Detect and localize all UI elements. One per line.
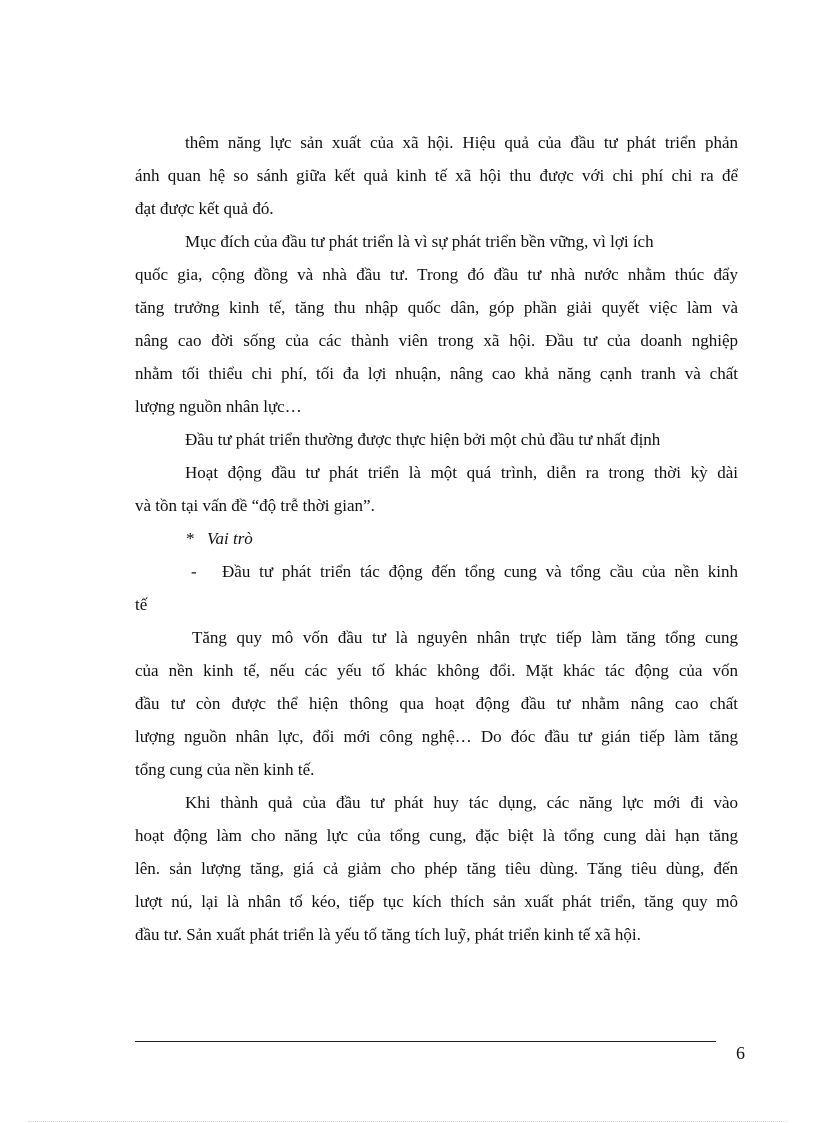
text-line: Tăng quy mô vốn đầu tư là nguyên nhân trực tiếp làm tăng tổng cung	[192, 628, 738, 647]
text-line: quốc gia, cộng đồng và nhà đầu tư. Trong đó đầu tư nhà nước nhằm thúc đẩy	[135, 265, 738, 284]
section-heading: Vai trò	[207, 529, 253, 548]
text-line: tổng cung của nền kinh tế.	[135, 760, 315, 779]
text-line: nhằm tối thiểu chi phí, tối đa lợi nhuận, nâng cao khả năng cạnh tranh và chất	[135, 364, 738, 383]
text-line: ánh quan hệ so sánh giữa kết quả kinh tế xã hội thu được với chi phí chi ra để	[135, 166, 738, 185]
footer-rule	[135, 1041, 716, 1042]
bullet-asterisk: *	[186, 529, 195, 548]
text-line: Khi thành quả của đầu tư phát huy tác dụng, các năng lực mới đi vào	[185, 793, 738, 812]
text-line: và tồn tại vấn đề “độ trễ thời gian”.	[135, 496, 375, 515]
text-line: Đầu tư phát triển tác động đến tổng cung và tổng cầu của nền kinh	[222, 562, 738, 581]
text-line: Hoạt động đầu tư phát triển là một quá trình, diễn ra trong thời kỳ dài	[185, 463, 738, 482]
text-line: tăng trưởng kinh tế, tăng thu nhập quốc dân, góp phần giải quyết việc làm và	[135, 298, 738, 317]
text-line: hoạt động làm cho năng lực của tổng cung, đặc biệt là tổng cung dài hạn tăng	[135, 826, 738, 845]
text-line: lượng nguồn nhân lực…	[135, 397, 302, 416]
text-line: của nền kinh tế, nếu các yếu tố khác không đổi. Mặt khác tác động của vốn	[135, 661, 738, 680]
text-line: thêm năng lực sản xuất của xã hội. Hiệu quả của đầu tư phát triển phản	[185, 133, 738, 152]
text-line: lượt nú, lại là nhân tố kéo, tiếp tục kích thích sản xuất phát triển, tăng quy mô	[135, 892, 738, 911]
text-line: đạt được kết quả đó.	[135, 199, 274, 218]
text-line: Mục đích của đầu tư phát triển là vì sự phát triển bền vững, vì lợi ích	[185, 232, 654, 251]
page-bottom-border	[28, 1121, 788, 1122]
text-line: lượng nguồn nhân lực, đổi mới công nghệ… Do đóc đầu tư gián tiếp làm tăng	[135, 727, 738, 746]
page-number: 6	[736, 1043, 745, 1063]
text-line: lên. sản lượng tăng, giá cả giảm cho phép tăng tiêu dùng. Tăng tiêu dùng, đến	[135, 859, 738, 878]
text-line: đầu tư còn được thể hiện thông qua hoạt động đầu tư nhằm nâng cao chất	[135, 694, 738, 713]
text-line: Đầu tư phát triển thường được thực hiện bởi một chủ đầu tư nhất định	[185, 430, 661, 449]
bullet-dash: -	[191, 562, 197, 581]
text-line: nâng cao đời sống của các thành viên trong xã hội. Đầu tư của doanh nghiệp	[135, 331, 738, 350]
text-line: tế	[135, 595, 148, 614]
text-line: đầu tư. Sản xuất phát triển là yếu tố tăng tích luỹ, phát triển kinh tế xã hội.	[135, 925, 641, 944]
